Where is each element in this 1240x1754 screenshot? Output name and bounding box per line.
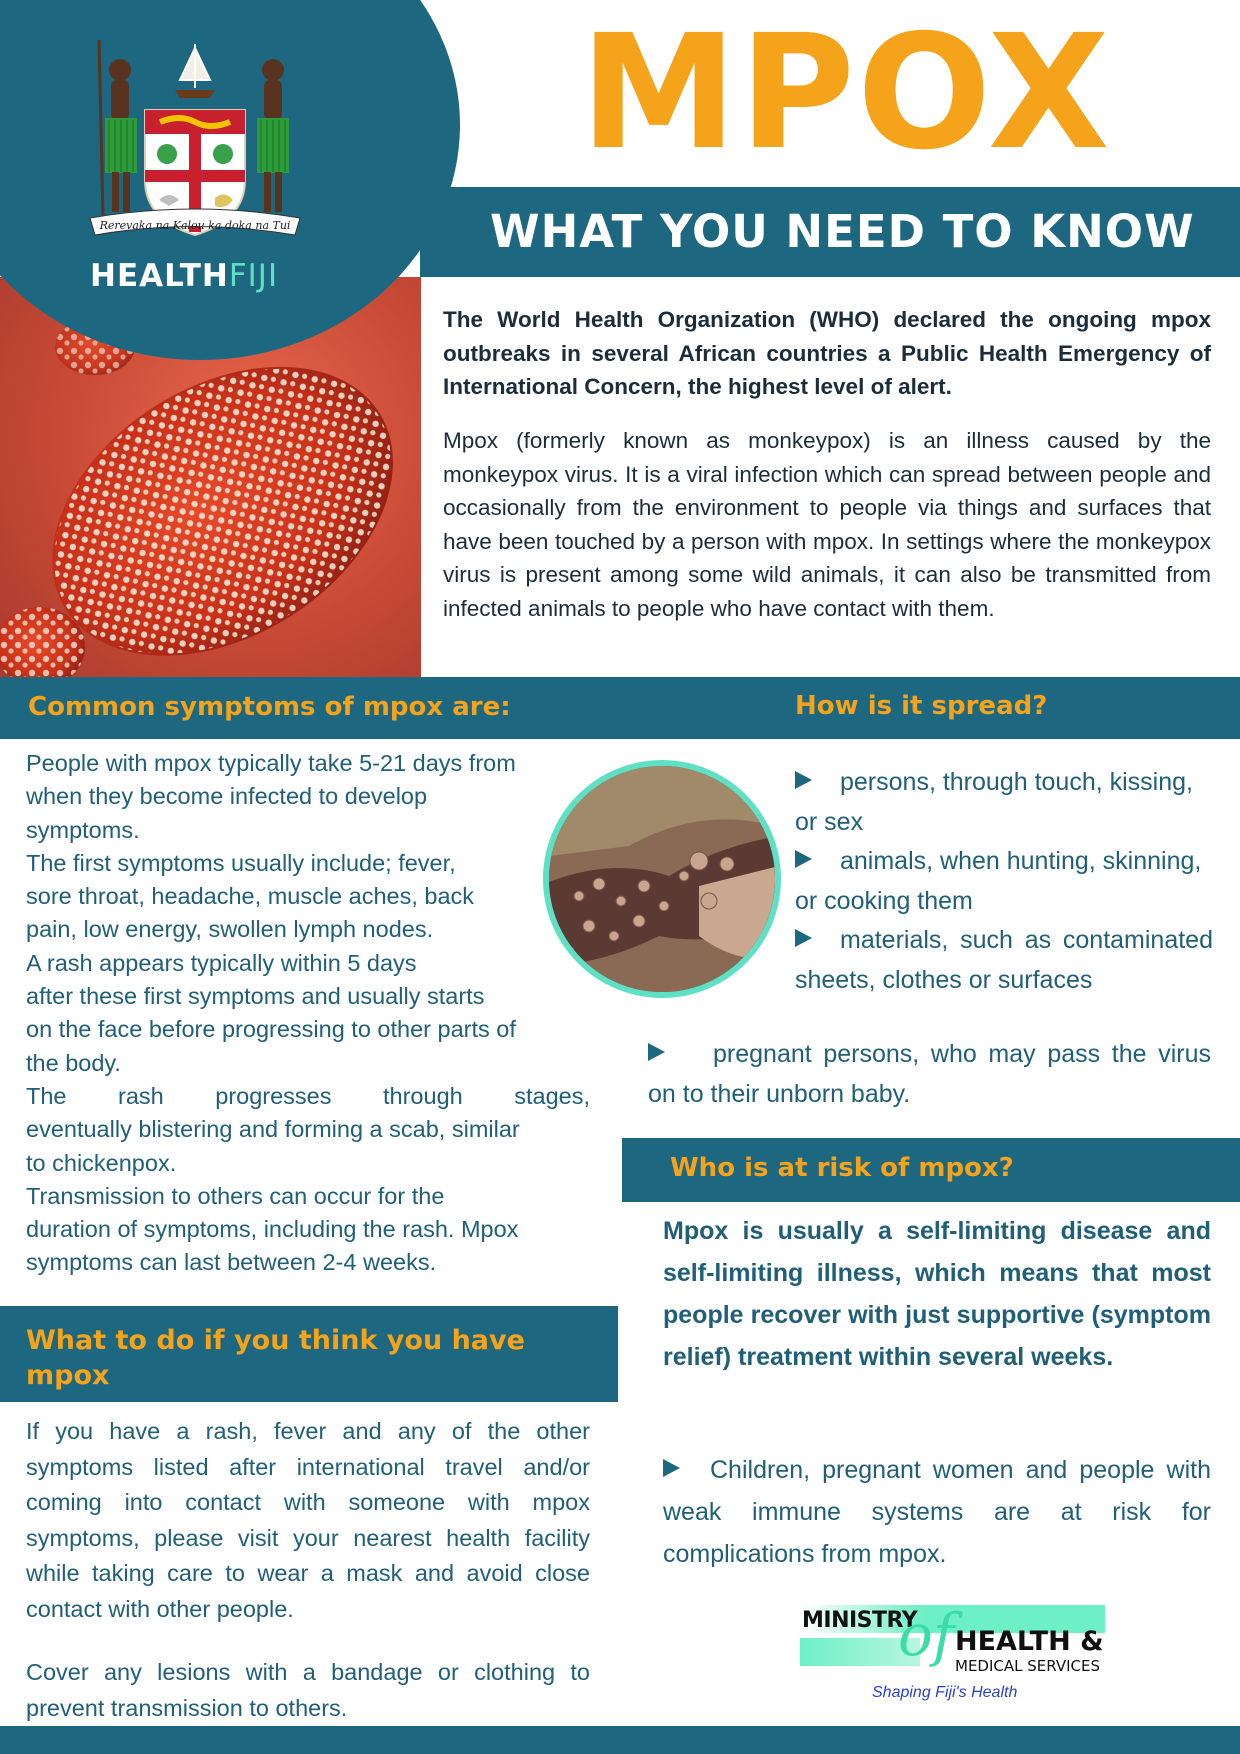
symptoms-line: when they become infected to develop	[26, 783, 428, 810]
logo-tagline: Shaping Fiji's Health	[872, 1684, 1018, 1701]
symptoms-line: the body.	[26, 1049, 121, 1076]
mpox-rash-photo	[543, 760, 781, 998]
page-subtitle: WHAT YOU NEED TO KNOW	[490, 205, 1195, 258]
brand-fiji: FIJI	[228, 258, 279, 294]
list-item	[795, 921, 1213, 1000]
risk-heading: Who is at risk of mpox?	[670, 1153, 1014, 1183]
symptoms-line: The first symptoms usually include; fever,	[26, 849, 456, 876]
symptoms-line: pain, low energy, swollen lymph nodes.	[26, 916, 434, 943]
page-title: MPOX	[580, 1, 1112, 185]
spread-item-text: animals, when hunting, skinning, or cooking them	[795, 847, 1202, 915]
todo-heading: What to do if you think you have mpox	[26, 1325, 525, 1391]
symptoms-line: Transmission to others can occur for the	[26, 1182, 445, 1209]
risk-item-text: Children, pregnant women and people with weak immune systems are at risk for complications from mpox.	[663, 1456, 1211, 1568]
footer-bar	[0, 1726, 1240, 1754]
symptoms-line: The rash progresses through stages,	[26, 1082, 590, 1109]
intro-who-declaration: The World Health Organization (WHO) declared the ongoing mpox outbreaks in several African countries a Public Health Emergency of International Concern, the highest level of alert.	[443, 307, 1211, 399]
list-item	[648, 1035, 1211, 1114]
risk-list-item	[663, 1449, 1211, 1575]
triangle-bullet-icon	[795, 850, 812, 868]
symptoms-line: A rash appears typically within 5 days	[26, 949, 417, 976]
symptoms-line: duration of symptoms, including the rash. Mpox	[26, 1216, 519, 1243]
risk-summary: Mpox is usually a self-limiting disease and self-limiting illness, which means that most people recover with just supportive (symptom relief) treatment within several weeks.	[663, 1217, 1211, 1371]
logo-medical-text: MEDICAL SERVICES	[955, 1657, 1101, 1675]
symptoms-line: symptoms.	[26, 816, 140, 843]
crest-motto: Rerevaka na Kalou ka doka na Tui	[99, 219, 291, 232]
triangle-bullet-icon	[795, 771, 812, 789]
logo-ministry-text: MINISTRY	[802, 1608, 918, 1633]
logo-of-text: of	[898, 1601, 955, 1669]
spread-heading: How is it spread?	[795, 691, 1048, 721]
symptoms-line: to chickenpox.	[26, 1149, 177, 1176]
symptoms-line: People with mpox typically take 5-21 days from	[26, 750, 516, 776]
ministry-of-health-logo	[800, 1600, 1105, 1710]
spread-list	[795, 763, 1213, 1000]
intro-description: Mpox (formerly known as monkeypox) is an illness caused by the monkeypox virus. It is a viral infection which can spread between people and occasionally from the environment to people via things and surfaces that have been touched by a person with mpox. In settings where the monkeypox virus is present among some wild animals, it can also be transmitted from infected animals to people who have contact with them.	[443, 428, 1211, 621]
spread-item-text: pregnant persons, who may pass the virus on to their unborn baby.	[648, 1040, 1211, 1108]
fiji-coat-of-arms-logo	[85, 30, 305, 245]
symptoms-line: on the face before progressing to other parts of	[26, 1016, 516, 1043]
symptoms-line: eventually blistering and forming a scab, similar	[26, 1116, 520, 1143]
spread-item-text: materials, such as contaminated sheets, clothes or surfaces	[795, 926, 1213, 994]
list-item	[795, 763, 1213, 842]
spread-item-text: persons, through touch, kissing, or sex	[795, 768, 1193, 836]
brand-health: HEALTH	[90, 258, 229, 294]
triangle-bullet-icon	[648, 1043, 665, 1061]
rash-image	[549, 766, 775, 992]
symptoms-line: sore throat, headache, muscle aches, back	[26, 883, 475, 910]
logo-health-text: HEALTH &	[955, 1626, 1104, 1657]
triangle-bullet-icon	[663, 1459, 680, 1477]
symptoms-line: after these first symptoms and usually starts	[26, 983, 485, 1010]
symptoms-line: symptoms can last between 2-4 weeks.	[26, 1249, 437, 1276]
symptoms-heading: Common symptoms of mpox are:	[28, 692, 511, 722]
todo-paragraph: If you have a rash, fever and any of the other symptoms listed after international travel and/or coming into contact with someone with mpox symptoms, please visit your nearest health facility while taking care to wear a mask and avoid close contact with other people.	[26, 1418, 590, 1622]
symptoms-text	[26, 747, 590, 1280]
triangle-bullet-icon	[795, 929, 812, 947]
todo-paragraph: Cover any lesions with a bandage or clothing to prevent transmission to others.	[26, 1659, 590, 1721]
healthfiji-brand	[90, 258, 278, 294]
list-item	[795, 842, 1213, 921]
